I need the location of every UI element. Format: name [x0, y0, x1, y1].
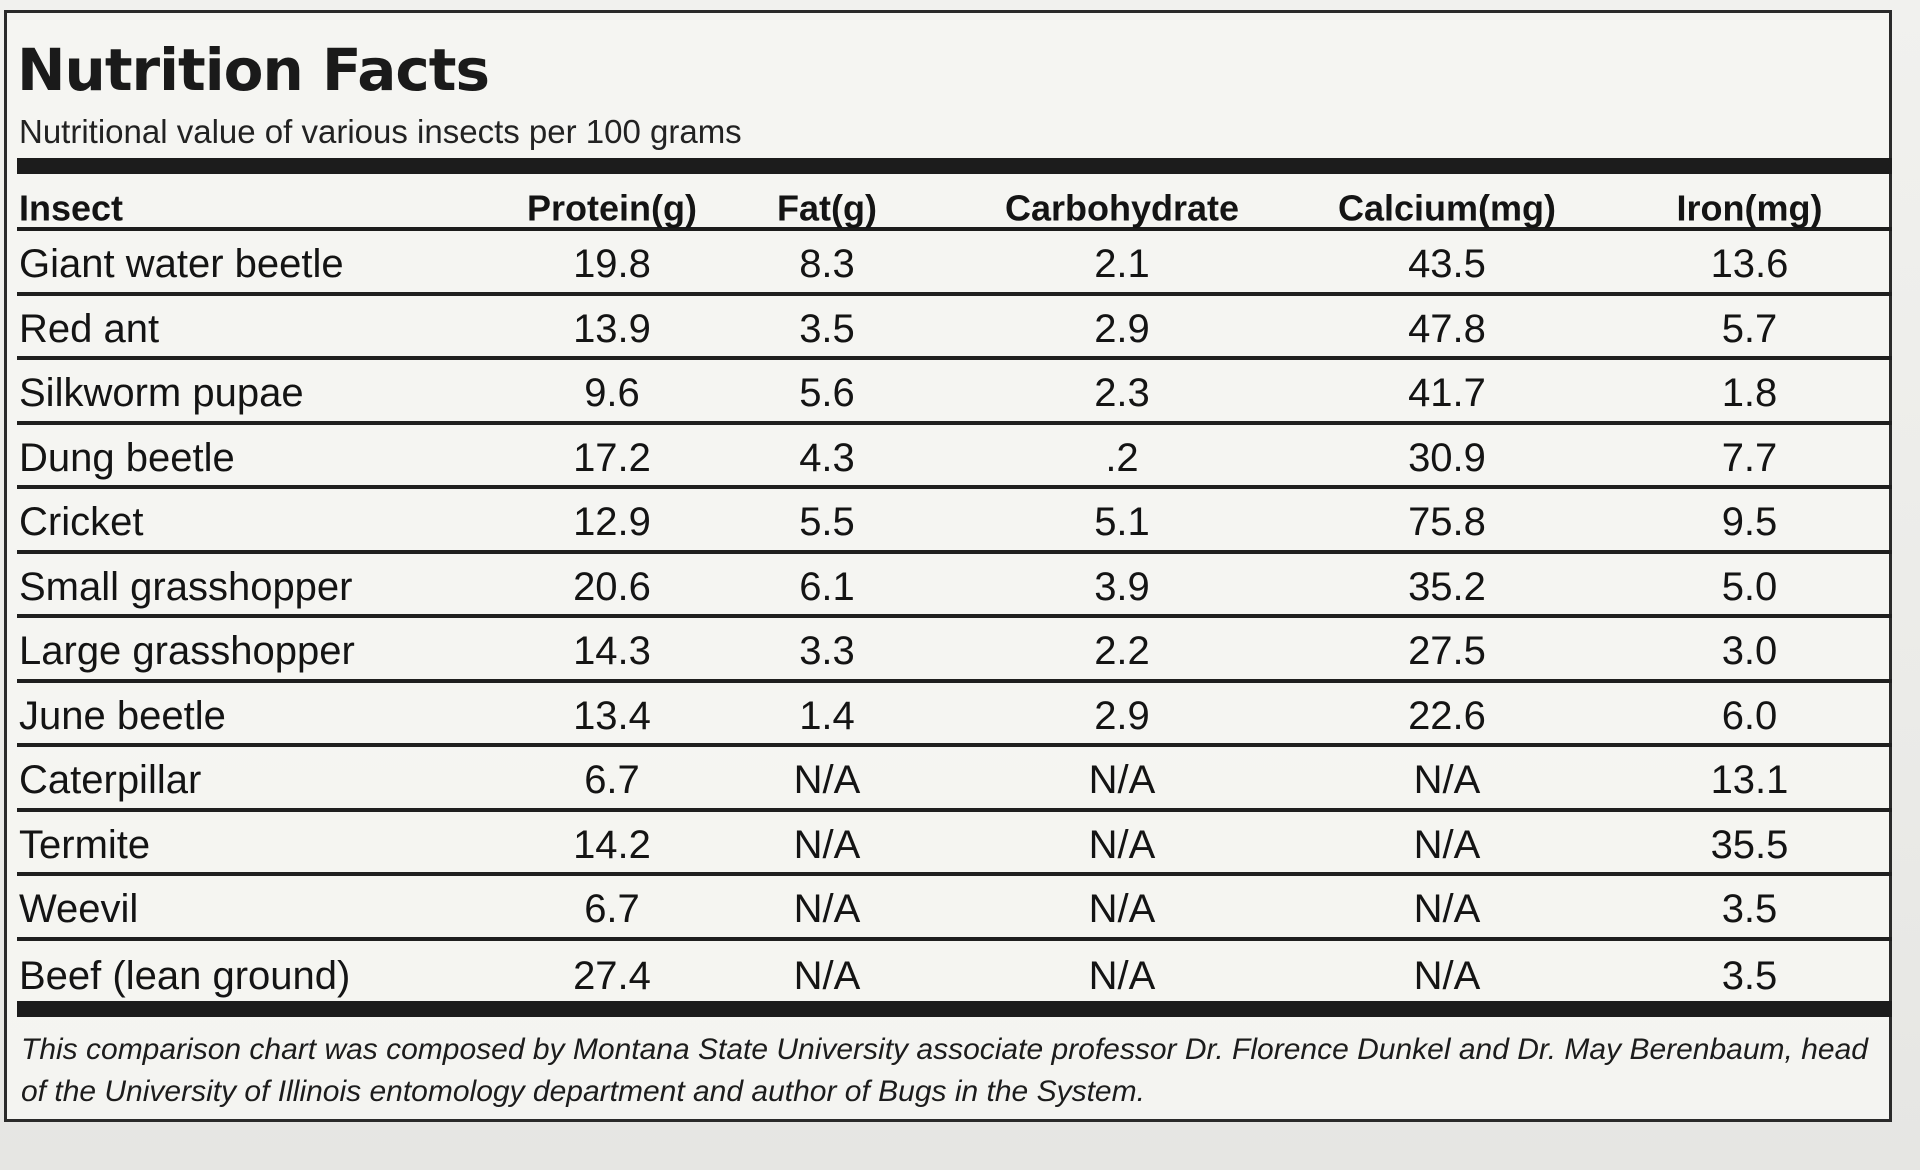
cell-insect: Silkworm pupae [19, 371, 304, 416]
nutrition-facts-panel [4, 10, 1892, 1122]
cell-iron: 3.0 [1721, 629, 1778, 674]
cell-calcium: 30.9 [1408, 435, 1486, 480]
cell-insect: Caterpillar [19, 758, 202, 803]
cell-protein: 19.8 [573, 242, 651, 287]
cell-carbohydrate: N/A [1088, 887, 1156, 932]
bottom-divider [17, 1001, 1892, 1017]
cell-fat: 5.5 [799, 500, 855, 545]
header-fat: Fat(g) [777, 186, 877, 228]
table-row [17, 489, 1892, 554]
cell-carbohydrate: 5.1 [1094, 500, 1150, 545]
cell-insect: Large grasshopper [19, 629, 355, 674]
cell-iron: 7.7 [1721, 435, 1778, 480]
cell-iron: 3.5 [1721, 887, 1778, 932]
cell-protein: 14.2 [573, 822, 651, 867]
source-footnote: This comparison chart was composed by Montana State University associate professor Dr. Florence Dunkel and Dr. May Berenbaum, head of the University of Illinois entomology department and author of Bugs in the System. [21, 1033, 1868, 1108]
header-calcium: Calcium(mg) [1337, 186, 1557, 228]
table-row [17, 941, 1892, 1006]
cell-iron: 5.0 [1721, 564, 1778, 609]
cell-protein: 13.4 [573, 693, 651, 738]
cell-fat: 3.5 [799, 306, 855, 351]
cell-fat: N/A [793, 822, 861, 867]
cell-carbohydrate: .2 [1105, 435, 1139, 480]
cell-iron: 6.0 [1721, 693, 1778, 738]
header-protein: Protein(g) [527, 186, 697, 228]
cell-carbohydrate: 2.3 [1094, 371, 1150, 416]
panel-title: Nutrition Facts [17, 36, 489, 104]
cell-insect: Weevil [19, 887, 139, 932]
cell-fat: N/A [793, 953, 861, 998]
cell-carbohydrate: 2.1 [1094, 242, 1150, 287]
cell-carbohydrate: 2.9 [1094, 693, 1150, 738]
cell-protein: 17.2 [573, 435, 651, 480]
cell-calcium: N/A [1413, 822, 1481, 867]
cell-fat: 5.6 [799, 371, 855, 416]
cell-insect: Red ant [19, 306, 160, 351]
cell-iron: 1.8 [1721, 371, 1778, 416]
cell-fat: 4.3 [799, 435, 855, 480]
cell-carbohydrate: N/A [1088, 758, 1156, 803]
cell-insect: Termite [19, 822, 151, 867]
cell-iron: 9.5 [1721, 500, 1778, 545]
cell-protein: 27.4 [573, 953, 651, 998]
cell-calcium: N/A [1413, 887, 1481, 932]
cell-insect: June beetle [19, 693, 226, 738]
cell-calcium: 35.2 [1408, 564, 1486, 609]
table-row [17, 360, 1892, 425]
cell-iron: 35.5 [1710, 822, 1789, 867]
cell-calcium: 75.8 [1408, 500, 1486, 545]
cell-calcium: 43.5 [1408, 242, 1486, 287]
table-row [17, 231, 1892, 296]
cell-protein: 14.3 [573, 629, 651, 674]
table-row [17, 812, 1892, 877]
cell-carbohydrate: 3.9 [1094, 564, 1150, 609]
table-row [17, 618, 1892, 683]
cell-calcium: 47.8 [1408, 306, 1486, 351]
header-insect: Insect [19, 186, 124, 228]
cell-calcium: N/A [1413, 953, 1481, 998]
cell-fat: 8.3 [799, 242, 855, 287]
cell-protein: 13.9 [573, 306, 651, 351]
cell-fat: N/A [793, 887, 861, 932]
cell-protein: 12.9 [573, 500, 651, 545]
cell-iron: 3.5 [1721, 953, 1778, 998]
cell-calcium: N/A [1413, 758, 1481, 803]
table-row [17, 876, 1892, 941]
cell-protein: 6.7 [584, 887, 640, 932]
cell-fat: N/A [793, 758, 861, 803]
cell-iron: 5.7 [1721, 306, 1778, 351]
cell-protein: 6.7 [584, 758, 640, 803]
cell-fat: 1.4 [799, 693, 855, 738]
cell-carbohydrate: 2.2 [1094, 629, 1150, 674]
header-carbohydrate: Carbohydrate [1004, 186, 1240, 228]
cell-insect: Giant water beetle [19, 242, 344, 287]
header-iron: Iron(mg) [1676, 186, 1823, 228]
cell-calcium: 41.7 [1408, 371, 1486, 416]
cell-fat: 6.1 [799, 564, 855, 609]
table-row [17, 425, 1892, 490]
cell-insect: Cricket [19, 500, 144, 545]
cell-insect: Beef (lean ground) [19, 953, 351, 998]
table-header-row [17, 176, 1892, 231]
cell-carbohydrate: N/A [1088, 953, 1156, 998]
cell-calcium: 22.6 [1408, 693, 1486, 738]
panel-subtitle: Nutritional value of various insects per 100 grams [19, 113, 742, 150]
cell-calcium: 27.5 [1408, 629, 1486, 674]
top-divider [17, 158, 1892, 174]
cell-carbohydrate: N/A [1088, 822, 1156, 867]
table-row [17, 554, 1892, 619]
cell-iron: 13.6 [1710, 242, 1789, 287]
cell-iron: 13.1 [1710, 758, 1789, 803]
table-row [17, 747, 1892, 812]
cell-fat: 3.3 [799, 629, 855, 674]
cell-carbohydrate: 2.9 [1094, 306, 1150, 351]
table-row [17, 683, 1892, 748]
cell-protein: 20.6 [573, 564, 651, 609]
cell-protein: 9.6 [584, 371, 640, 416]
cell-insect: Dung beetle [19, 435, 235, 480]
nutrition-table [17, 176, 1892, 1005]
table-row [17, 296, 1892, 361]
table-body [17, 231, 1892, 1005]
cell-insect: Small grasshopper [19, 564, 353, 609]
